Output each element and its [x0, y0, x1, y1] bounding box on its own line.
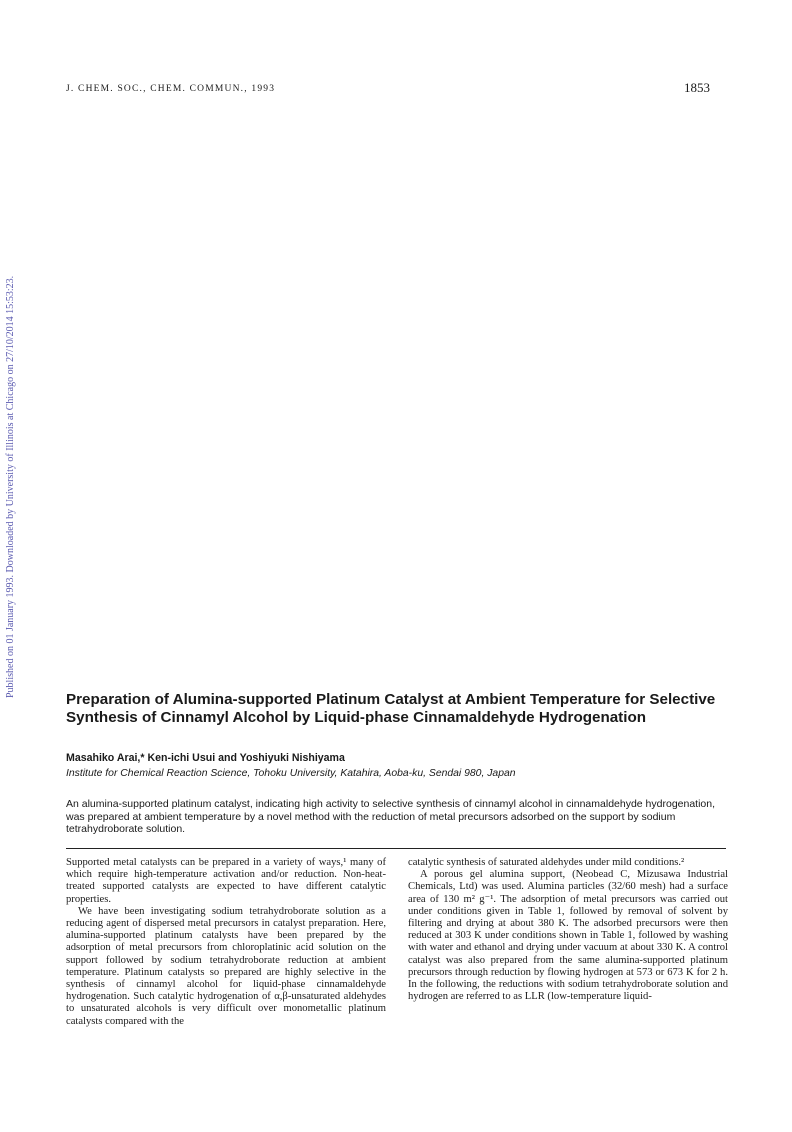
body-paragraph: Supported metal catalysts can be prepared in a variety of ways,¹ many of which require high-temperature activation and/or reduction. Non-heat-treated supported catalysts are expected to have different catalytic properties.	[66, 857, 386, 905]
body-paragraph: A porous gel alumina support, (Neobead C, Mizusawa Industrial Chemicals, Ltd) was used. Alumina particles (32/60 mesh) had a surface area of 130 m² g⁻¹. The adsorption of metal precursors was carried out under conditions given in Table 1, followed by removal of solvent by filtering and drying at about 380 K. The adsorbed precursors were then reduced at 303 K under conditions shown in Table 1, followed by washing with water and ethanol and drying under vacuum at about 330 K. A control catalyst was also prepared from the same alumina-supported platinum precursors through reduction by flowing hydrogen at 573 or 673 K for 2 h. In the following, the reductions with sodium tetrahydroborate solution and hydrogen are referred to as LLR (low-temperature liquid-	[408, 869, 728, 1003]
article-authors: Masahiko Arai,* Ken-ichi Usui and Yoshiyuki Nishiyama	[66, 752, 345, 764]
article-title: Preparation of Alumina-supported Platinum Catalyst at Ambient Temperature for Selective Synthesis of Cinnamyl Alcohol by Liquid-phase Cinnamaldehyde Hydrogenation	[66, 691, 716, 726]
abstract-divider	[66, 848, 726, 849]
body-column-left	[66, 857, 386, 1028]
download-notice-link[interactable]: Published on 01 January 1993. Downloaded by University of Illinois at Chicago on 27/10/2014 15:53:23.	[5, 275, 16, 698]
article-abstract: An alumina-supported platinum catalyst, indicating high activity to selective synthesis of cinnamyl alcohol in cinnamaldehyde hydrogenation, was prepared at ambient temperature by a novel method with the reduction of metal precursors adsorbed on the support by sodium tetrahydroborate solution.	[66, 798, 716, 835]
article-affiliation: Institute for Chemical Reaction Science, Tohoku University, Katahira, Aoba-ku, Sendai 980, Japan	[66, 768, 516, 779]
page-number: 1853	[684, 80, 710, 95]
body-paragraph: catalytic synthesis of saturated aldehydes under mild conditions.²	[408, 857, 685, 868]
running-head: J. CHEM. SOC., CHEM. COMMUN., 1993	[66, 84, 276, 94]
body-paragraph: We have been investigating sodium tetrahydroborate solution as a reducing agent of dispersed metal precursors in catalyst preparation. Here, alumina-supported platinum catalysts have been prepared by the adsorption of metal precursors from chloroplatinic acid solution on the support followed by sodium tetrahydroborate reduction at ambient temperature. Platinum catalysts so prepared are highly selective in the synthesis of cinnamyl alcohol for liquid-phase cinnamaldehyde hydrogenation. Such catalytic hydrogenation of α,β-unsaturated aldehydes to unsaturated alcohols is very difficult over monometallic platinum catalysts compared with the	[66, 905, 386, 1027]
body-column-right	[408, 857, 728, 1003]
